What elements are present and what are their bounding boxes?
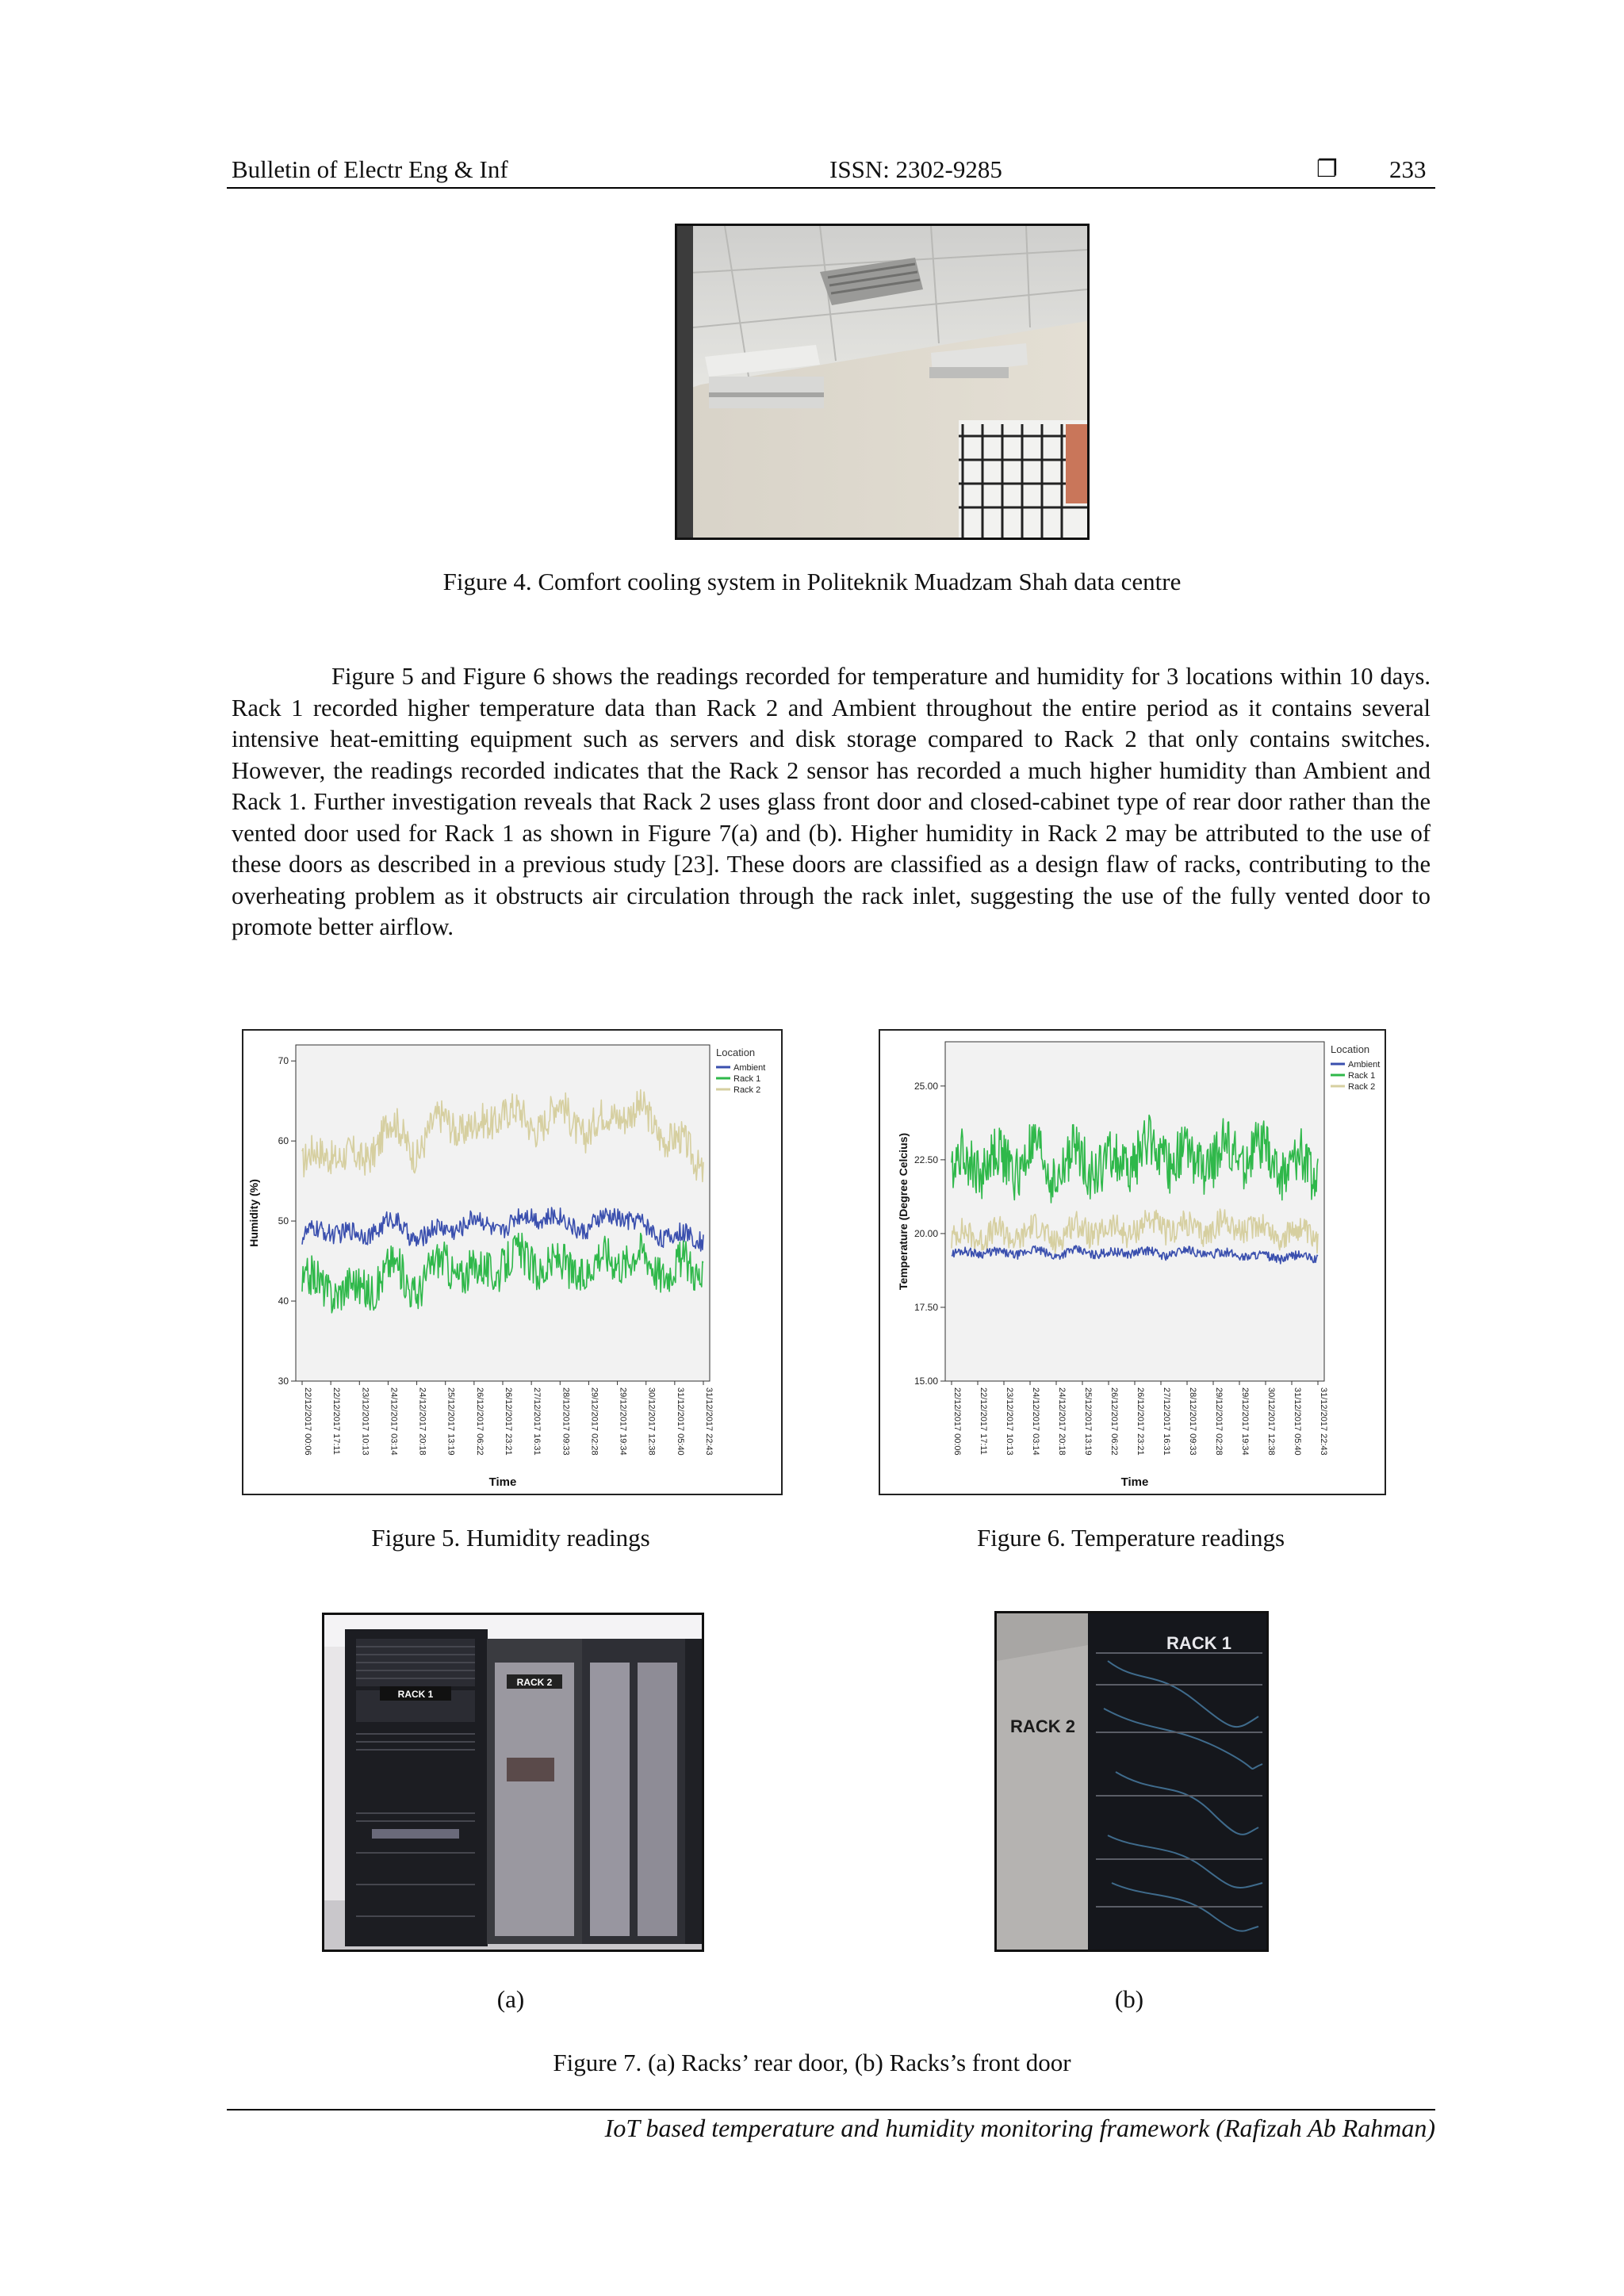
plot-area xyxy=(296,1045,710,1381)
x-tick-label: 22/12/2017 17:11 xyxy=(979,1387,988,1455)
y-tick-label: 15.00 xyxy=(914,1376,938,1387)
figure6-temperature-chart xyxy=(879,1029,1386,1495)
x-axis-title: Time xyxy=(488,1475,517,1489)
x-tick-label: 30/12/2017 12:38 xyxy=(646,1387,657,1456)
x-tick-label: 28/12/2017 09:33 xyxy=(1188,1387,1197,1456)
rack2-label: RACK 2 xyxy=(516,1677,553,1688)
x-tick-label: 29/12/2017 19:34 xyxy=(1240,1387,1250,1456)
figure5-caption: Figure 5. Humidity readings xyxy=(371,1524,650,1552)
y-axis-title: Humidity (%) xyxy=(247,1179,260,1247)
legend-entry: Ambient xyxy=(1348,1060,1381,1070)
x-tick-label: 28/12/2017 09:33 xyxy=(561,1387,571,1456)
x-tick-label: 24/12/2017 03:14 xyxy=(389,1387,399,1456)
footer-rule xyxy=(227,2109,1435,2110)
y-tick-label: 20.00 xyxy=(914,1227,938,1239)
figure7b-photo xyxy=(994,1611,1269,1952)
x-tick-label: 23/12/2017 10:13 xyxy=(360,1387,370,1456)
y-axis-title: Temperature (Degree Celcius) xyxy=(897,1132,910,1291)
header-rule xyxy=(227,187,1435,189)
footer-running-title: IoT based temperature and humidity monitoring framework (Rafizah Ab Rahman) xyxy=(604,2114,1435,2142)
figure4-photo xyxy=(675,224,1090,540)
figure6-caption: Figure 6. Temperature readings xyxy=(976,1524,1285,1552)
legend-title: Location xyxy=(1331,1043,1370,1055)
x-tick-label: 26/12/2017 23:21 xyxy=(1136,1387,1145,1456)
x-tick-label: 31/12/2017 05:40 xyxy=(675,1387,685,1456)
x-tick-label: 23/12/2017 10:13 xyxy=(1005,1387,1014,1456)
x-tick-label: 24/12/2017 20:18 xyxy=(417,1387,427,1456)
x-tick-label: 22/12/2017 17:11 xyxy=(331,1387,342,1455)
y-tick-label: 30 xyxy=(278,1376,289,1387)
box-icon: ❐ xyxy=(1316,155,1338,183)
figure5-humidity-chart xyxy=(242,1029,783,1495)
y-tick-label: 17.50 xyxy=(914,1301,938,1313)
x-tick-label: 26/12/2017 23:21 xyxy=(504,1387,513,1456)
x-tick-label: 25/12/2017 13:19 xyxy=(446,1387,456,1456)
paragraph-text: Figure 5 and Figure 6 shows the readings recorded for temperature and humidity for 3 locations within 10 days. Rack 1 recorded higher temperature data than Rack 2 and Ambient throughout the entire period as it contains several intensive heat-emitting equipment such as servers and disk storage compared to Rack 2 that only contains switches. However, the readings recorded indicates that the Rack 2 sensor has recorded a much higher humidity than Ambient and Rack 1. Further investigation reveals that Rack 2 uses glass front door and closed-cabinet type of rear door rather than the vented door used for Rack 1 as shown in Figure 7(a) and (b). Higher humidity in Rack 2 may be attributed to the use of these doors as described in a previous study [23]. These doors are classified as a design flaw of racks, contributing to the overheating problem as it obstructs air circulation through the rack inlet, suggesting the use of the fully vented door to promote better airflow. xyxy=(232,663,1431,940)
legend-entry: Rack 1 xyxy=(733,1074,761,1084)
figure4-caption: Figure 4. Comfort cooling system in Politeknik Muadzam Shah data centre xyxy=(442,568,1182,595)
rack1-label: RACK 1 xyxy=(397,1689,434,1700)
x-tick-label: 26/12/2017 06:22 xyxy=(1109,1387,1119,1456)
x-tick-label: 31/12/2017 22:43 xyxy=(704,1387,714,1456)
rack1-label-b: RACK 1 xyxy=(1166,1633,1231,1653)
y-tick-label: 22.50 xyxy=(914,1154,938,1165)
x-tick-label: 29/12/2017 02:28 xyxy=(589,1387,599,1456)
running-header-issn: ISSN: 2302-9285 xyxy=(829,155,1002,183)
x-tick-label: 29/12/2017 02:28 xyxy=(1214,1387,1224,1456)
x-tick-label: 29/12/2017 19:34 xyxy=(618,1387,628,1456)
figure7a-photo xyxy=(322,1613,704,1952)
x-tick-label: 22/12/2017 00:06 xyxy=(303,1387,312,1456)
legend-entry: Rack 2 xyxy=(733,1085,761,1095)
x-axis-title: Time xyxy=(1120,1475,1149,1489)
legend-entry: Rack 2 xyxy=(1348,1082,1376,1092)
legend-entry: Ambient xyxy=(733,1063,766,1073)
running-header-journal: Bulletin of Electr Eng & Inf xyxy=(232,155,508,183)
figure7-caption: Figure 7. (a) Racks’ rear door, (b) Racks’s front door xyxy=(553,2049,1071,2076)
x-tick-label: 24/12/2017 03:14 xyxy=(1031,1387,1040,1456)
figure7a-label: (a) xyxy=(496,1985,525,2013)
plot-area xyxy=(945,1042,1324,1381)
x-tick-label: 31/12/2017 05:40 xyxy=(1293,1387,1302,1456)
x-tick-label: 24/12/2017 20:18 xyxy=(1057,1387,1067,1456)
legend-title: Location xyxy=(716,1047,756,1058)
x-tick-label: 27/12/2017 16:31 xyxy=(1162,1387,1171,1456)
y-tick-label: 50 xyxy=(278,1215,289,1227)
page-number: 233 xyxy=(1389,155,1427,183)
x-tick-label: 27/12/2017 16:31 xyxy=(532,1387,542,1456)
body-paragraph xyxy=(232,661,1431,943)
y-tick-label: 40 xyxy=(278,1295,289,1307)
y-tick-label: 70 xyxy=(278,1055,289,1067)
legend-entry: Rack 1 xyxy=(1348,1071,1376,1081)
x-tick-label: 26/12/2017 06:22 xyxy=(474,1387,485,1456)
y-tick-label: 60 xyxy=(278,1135,289,1147)
x-tick-label: 31/12/2017 22:43 xyxy=(1319,1387,1328,1456)
rack2-label-b: RACK 2 xyxy=(1010,1716,1075,1736)
figure7b-label: (b) xyxy=(1114,1985,1144,2013)
x-tick-label: 22/12/2017 00:06 xyxy=(952,1387,962,1456)
y-tick-label: 25.00 xyxy=(914,1080,938,1092)
x-tick-label: 30/12/2017 12:38 xyxy=(1266,1387,1276,1456)
x-tick-label: 25/12/2017 13:19 xyxy=(1083,1387,1093,1456)
